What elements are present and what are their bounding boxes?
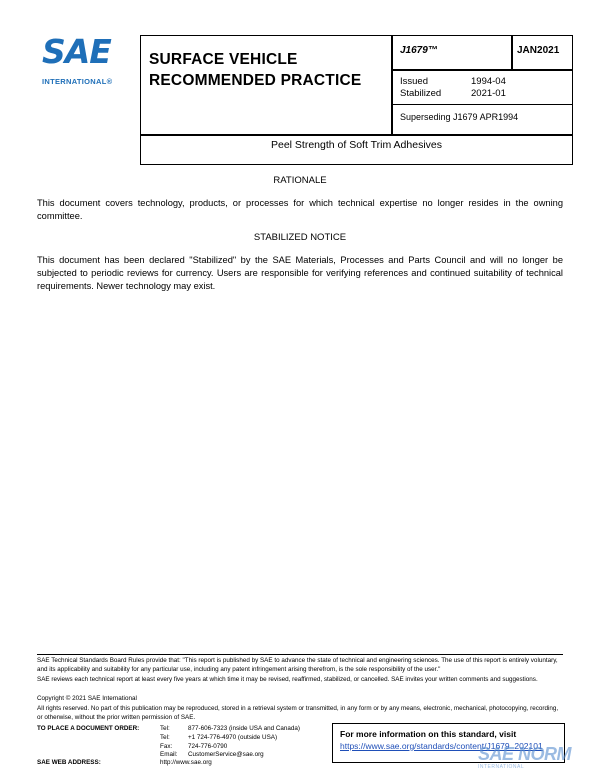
issued-value: 1994-04 [471,76,506,87]
watermark-subtext: INTERNATIONAL [478,764,525,770]
tel2-value: +1 724-776-4970 (outside USA) [188,734,278,741]
standard-url-link[interactable]: https://www.sae.org/standards/content/J1679_202101 [340,741,543,751]
review-text: SAE reviews each technical report at least every five years at which time it may be revised, reaffirmed, stabilized, or cancelled. SAE invites your written comments and suggestions. [37,676,538,683]
document-subtitle: Peel Strength of Soft Trim Adhesives [270,139,442,151]
issued-label: Issued [400,76,428,87]
divider [511,35,513,70]
order-label: TO PLACE A DOCUMENT ORDER: [37,725,140,732]
tel1-label: Tel: [160,725,170,732]
email-value[interactable]: CustomerService@sae.org [188,751,264,758]
email-label: Email: [160,751,178,758]
rationale-paragraph: This document covers technology, products, or processes for which technical expertise no longer resides in the owning committee. [37,198,563,221]
copyright-text: Copyright © 2021 SAE International [37,695,137,702]
footer-divider [37,654,563,655]
title-line-1: SURFACE VEHICLE [149,51,298,68]
stabilized-notice-heading: STABILIZED NOTICE [253,232,347,243]
title-line-2: RECOMMENDED PRACTICE [149,72,362,89]
stabilized-label: Stabilized [400,88,442,99]
tel1-value: 877-606-7323 (inside USA and Canada) [188,725,301,732]
divider [140,134,573,136]
divider [391,69,573,71]
more-info-title: For more information on this standard, visit [340,729,517,739]
divider [391,35,393,135]
divider [391,104,573,105]
rationale-heading: RATIONALE [273,175,327,186]
web-address-label: SAE WEB ADDRESS: [37,759,101,766]
sae-logo: SAE [42,32,111,71]
fax-label: Fax: [160,743,173,750]
superseding-text: Superseding J1679 APR1994 [400,112,519,122]
web-address-link[interactable]: http://www.sae.org [160,759,212,766]
rights-text: All rights reserved. No part of this publication may be reproduced, stored in a retrieval system or transmitted, in any form or by any means, electronic, mechanical, photocopying, recording, or otherwise, without the prior written permission of SAE. [37,705,559,721]
document-date: JAN2021 [517,45,560,56]
board-rules-text: SAE Technical Standards Board Rules provide that: "This report is published by SAE to advance the state of technical and engineering sciences. The use of this report is entirely voluntary, and its applicability and suitability for any particular use, including any patent infringement arising therefrom, is the sole responsibility of the user." [37,657,558,673]
tel2-label: Tel: [160,734,170,741]
watermark-logo: SAE NORM [478,744,572,764]
sae-logo-subtext: INTERNATIONAL® [42,77,113,86]
document-number: J1679™ [400,45,438,56]
stabilized-value: 2021-01 [471,88,506,99]
fax-value: 724-776-0790 [188,743,228,750]
document-type-title [149,49,361,91]
stabilized-notice-paragraph: This document has been declared "Stabilized" by the SAE Materials, Processes and Parts Council and will no longer be subjected to periodic reviews for currency. Users are responsible for verifying references and continued suitability of technical requirements. Newer technology may exist. [37,255,563,291]
